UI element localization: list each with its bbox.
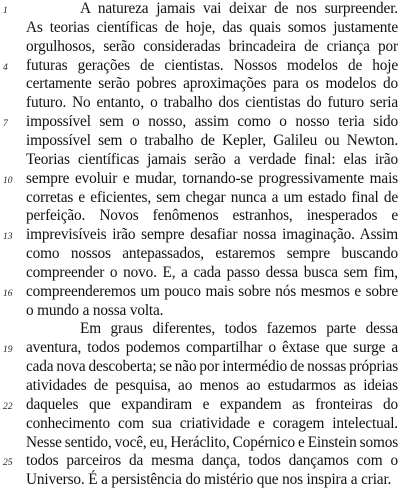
text-line: daqueles que expandiram e expandem as fronteiras do — [26, 395, 399, 413]
text-line: compreenderemos um pouco mais sobre nós mesmos e sobre — [26, 282, 399, 300]
text-line: futuras gerações de cientistas. Nossos modelos de hoje — [26, 56, 399, 74]
text-line: todos parceiros da mesma dança, todos dançamos com o — [26, 452, 398, 470]
text-line: cada nova descoberta; se não por intermédio de nossas próprias — [26, 358, 399, 376]
line-number: 1 — [3, 6, 8, 16]
line-number: 25 — [3, 458, 13, 469]
text-line: Teorias científicas jamais serão a verdade final: elas irão — [26, 150, 399, 168]
text-line: atividades de pesquisa, ao menos ao estudarmos as ideias — [26, 377, 398, 394]
line-number: 4 — [3, 62, 8, 73]
line-number: 22 — [3, 401, 13, 412]
text-line: Em graus diferentes, todos fazemos parte dessa — [80, 320, 399, 338]
text-line: conhecimento com sua criatividade e coragem intelectual. — [26, 414, 398, 432]
text-line: como nossos antepassados, estaremos sempre buscando — [26, 245, 399, 263]
text-line: sempre evoluir e mudar, tornando-se progressivamente mais — [26, 169, 398, 187]
text-line: certamente serão pobres aproximações para os modelos do — [26, 75, 399, 93]
text-line: compreender o novo. E, a cada passo dessa busca sem fim, — [26, 263, 398, 281]
text-line: impossível sem o nosso, assim como o nosso teria sido — [26, 113, 399, 131]
text-line: aventura, todos podemos compartilhar o êxtase que surge a — [26, 339, 399, 357]
text-line: Universo. É a persistência do mistério que nos inspira a criar. — [26, 471, 392, 489]
line-number: 13 — [3, 232, 13, 243]
text-line: perfeição. Novos fenômenos estranhos, inesperados e — [26, 207, 399, 225]
line-number: 19 — [3, 345, 13, 356]
text-line: A natureza jamais vai deixar de nos surpreender. — [80, 0, 398, 17]
text-line: Nesse sentido, você, eu, Heráclito, Copérnico e Einstein somos — [26, 433, 398, 451]
text-line: imprevisíveis irão sempre desafiar nossa imaginação. Assim — [26, 226, 399, 244]
text-line: orgulhosos, serão consideradas brincadeira de criança por — [26, 37, 398, 55]
text-line: corretas e eficientes, sem chegar nunca a um estado final de — [26, 188, 398, 206]
line-number: 16 — [3, 288, 13, 299]
text-line: futuro. No entanto, o trabalho dos cientistas do futuro seria — [26, 94, 399, 112]
line-number: 7 — [3, 119, 8, 130]
line-number: 10 — [3, 175, 13, 186]
text-line: o mundo a nossa volta. — [26, 301, 164, 319]
text-line: As teorias científicas de hoje, das quais somos justamente — [26, 18, 398, 36]
text-line: impossível sem o trabalho de Kepler, Galileu ou Newton. — [26, 131, 399, 149]
